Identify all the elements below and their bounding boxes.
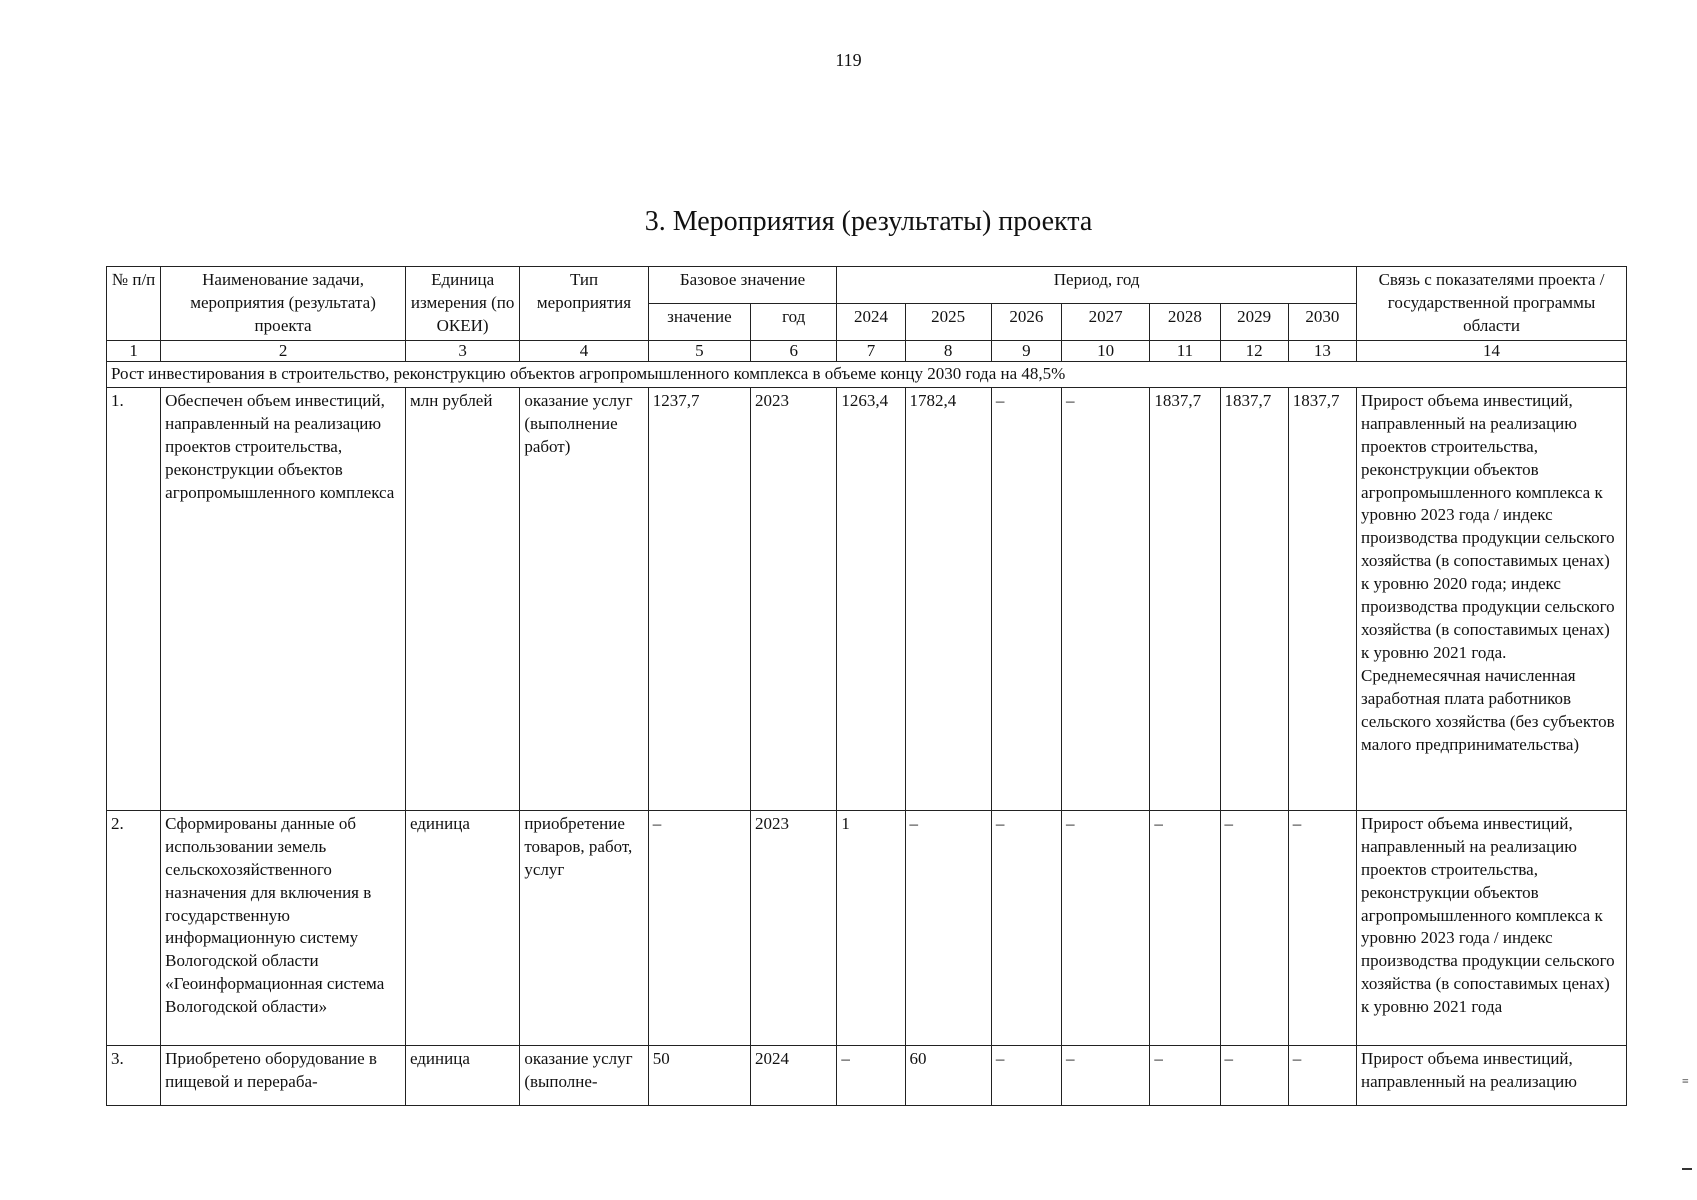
column-number: 5 [648,340,750,361]
row-y2025: 1782,4 [905,387,991,810]
header-unit: Единица измерения (по ОКЕИ) [405,267,519,341]
section-title: Рост инвестирования в строительство, реконструкцию объектов агропромышленного комплекса в объеме концу 2030 года на 48,5% [107,361,1627,387]
row-num: 1. [107,387,161,810]
row-link: Прирост объема инвестиций, направленный на реализацию [1357,1045,1627,1105]
row-unit: млн рублей [405,387,519,810]
header-year: 2024 [837,303,905,340]
header-type: Тип мероприятия [520,267,648,341]
row-name: Сформированы данные об использовании земель сельскохозяйственного назначения для включения в государственную информационную систему Вологодской области «Геоинформационная система Вологодской области» [161,810,406,1045]
row-base-year: 2023 [751,810,837,1045]
row-y2030: – [1288,1045,1356,1105]
table-row [107,1045,1627,1105]
row-name: Обеспечен объем инвестиций, направленный на реализацию проектов строительства, реконструкции объектов агропромышленного комплекса [161,387,406,810]
column-number: 11 [1150,340,1220,361]
table-row [107,387,1627,810]
column-number: 10 [1062,340,1150,361]
row-y2028: – [1150,810,1220,1045]
table-row [107,810,1627,1045]
column-number: 4 [520,340,648,361]
row-y2027: – [1062,1045,1150,1105]
row-y2030: – [1288,810,1356,1045]
header-base-value: значение [648,303,750,340]
column-number: 3 [405,340,519,361]
results-table [106,266,1627,1106]
section-row [107,361,1627,387]
row-y2030: 1837,7 [1288,387,1356,810]
header-base: Базовое значение [648,267,837,304]
column-number: 2 [161,340,406,361]
page-title: 3. Мероприятия (результаты) проекта [644,206,1093,237]
row-y2025: 60 [905,1045,991,1105]
column-number-row [107,340,1627,361]
column-number: 13 [1288,340,1356,361]
row-y2029: 1837,7 [1220,387,1288,810]
header-year: 2030 [1288,303,1356,340]
row-type: приобретение товаров, работ, услуг [520,810,648,1045]
row-y2028: – [1150,1045,1220,1105]
row-y2024: – [837,1045,905,1105]
header-year: 2029 [1220,303,1288,340]
row-base-value: 1237,7 [648,387,750,810]
row-y2026: – [991,1045,1061,1105]
column-number: 1 [107,340,161,361]
row-unit: единица [405,810,519,1045]
row-y2026: – [991,810,1061,1045]
row-y2025: – [905,810,991,1045]
row-num: 2. [107,810,161,1045]
row-link: Прирост объема инвестиций, направленный на реализацию проектов строительства, реконструкции объектов агропромышленного комплекса к уровню 2023 года / индекс производства продукции сельского хозяйства (в сопоставимых ценах) к уровню 2021 года [1357,810,1627,1045]
column-number: 6 [751,340,837,361]
margin-dash [1682,1168,1692,1170]
header-row [107,267,1627,304]
header-num: № п/п [107,267,161,341]
row-y2027: – [1062,810,1150,1045]
column-number: 9 [991,340,1061,361]
row-base-year: 2023 [751,387,837,810]
header-year: 2028 [1150,303,1220,340]
page-number: 119 [835,50,862,70]
row-base-year: 2024 [751,1045,837,1105]
header-base-year: год [751,303,837,340]
column-number: 12 [1220,340,1288,361]
row-name: Приобретено оборудование в пищевой и перераба- [161,1045,406,1105]
row-y2029: – [1220,810,1288,1045]
row-num: 3. [107,1045,161,1105]
row-y2024: 1 [837,810,905,1045]
row-y2028: 1837,7 [1150,387,1220,810]
header-year: 2027 [1062,303,1150,340]
row-link: Прирост объема инвестиций, направленный на реализацию проектов строительства, реконструкции объектов агропромышленного комплекса к уровню 2023 года / индекс производства продукции сельского хозяйства (в сопоставимых ценах) к уровню 2020 года; индекс производства продукции сельского хозяйства (в сопоставимых ценах) к уровню 2021 года. Среднемесячная начисленная заработная плата работников сельского хозяйства (без субъектов малого предпринимательства) [1357,387,1627,810]
row-type: оказание услуг (выполнение работ) [520,387,648,810]
column-number: 8 [905,340,991,361]
row-type: оказание услуг (выполне- [520,1045,648,1105]
header-link: Связь с показателями проекта / государственной программы области [1357,267,1627,341]
row-unit: единица [405,1045,519,1105]
column-number: 14 [1357,340,1627,361]
row-base-value: 50 [648,1045,750,1105]
row-y2027: – [1062,387,1150,810]
header-period: Период, год [837,267,1357,304]
header-year: 2025 [905,303,991,340]
header-year: 2026 [991,303,1061,340]
row-y2024: 1263,4 [837,387,905,810]
header-name: Наименование задачи, мероприятия (результата) проекта [161,267,406,341]
column-number: 7 [837,340,905,361]
row-y2029: – [1220,1045,1288,1105]
margin-mark: ≡ [1682,1074,1689,1088]
row-base-value: – [648,810,750,1045]
row-y2026: – [991,387,1061,810]
